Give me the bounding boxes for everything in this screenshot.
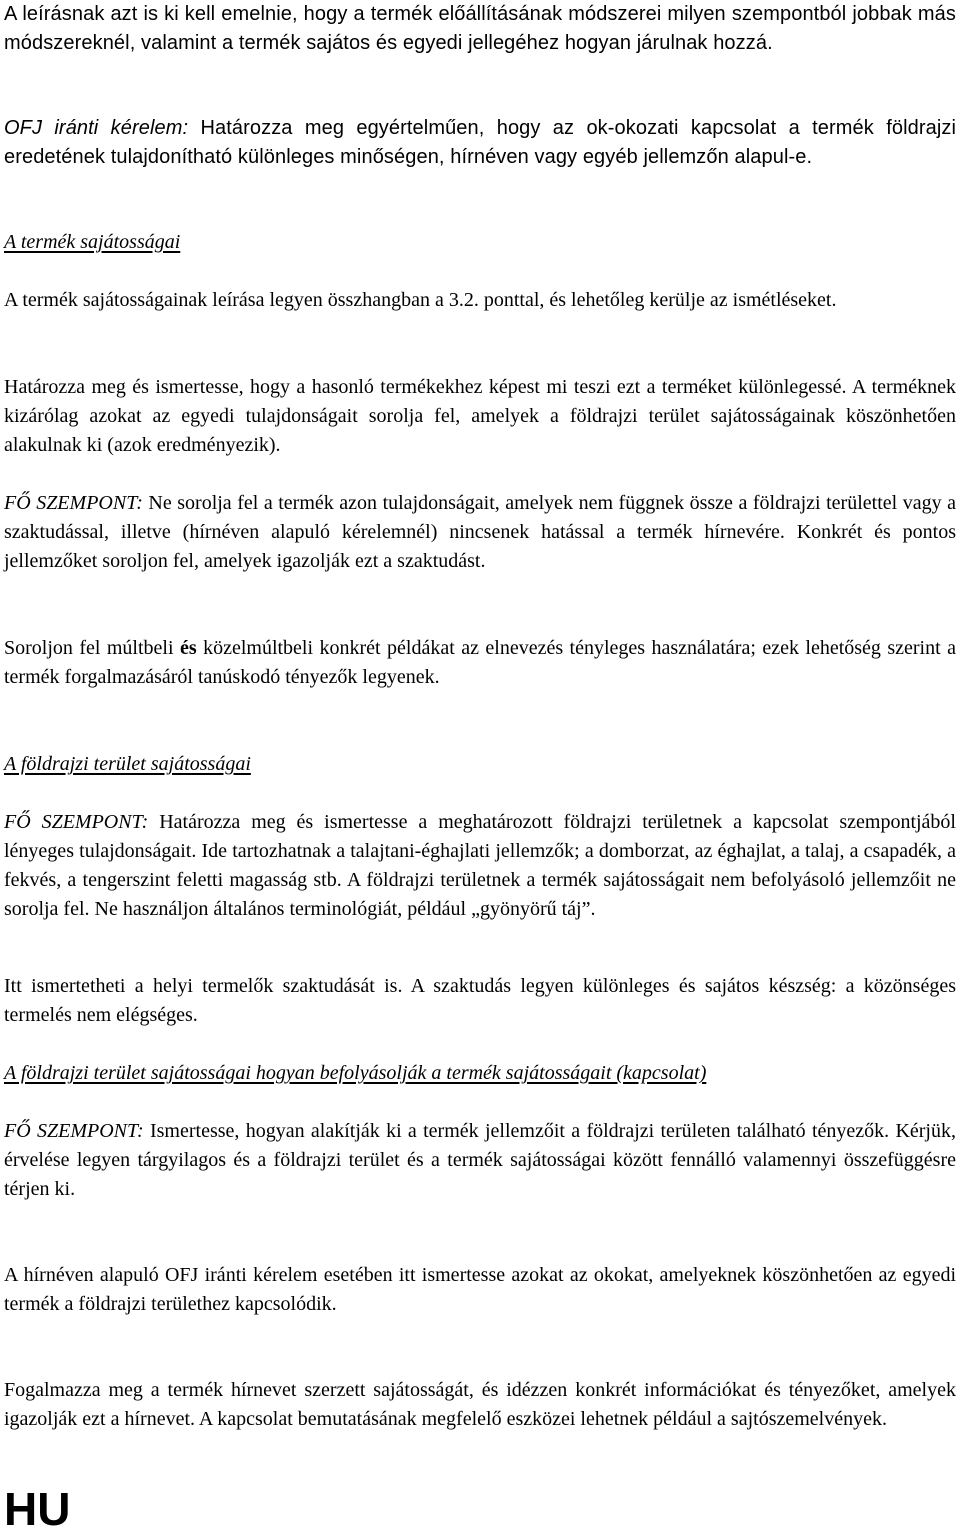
paragraph-method-advantages: A leírásnak azt is ki kell emelnie, hogy a termék előállításának módszerei milyen szempontból jobbak más módszereknél, valamint a termék sajátos és egyedi jellegéhez hogyan járulnak hozzá. [4,3,956,54]
heading-product-characteristics: A termék sajátosságai [4,231,181,253]
main-point-label: FŐ SZEMPONT: [4,1120,144,1142]
heading-geographic-area: A földrajzi terület sajátosságai [4,753,251,775]
main-point-label: FŐ SZEMPONT: [4,492,143,514]
main-point-text: Ne sorolja fel a termék azon tulajdonságait, amelyek nem függnek össze a földrajzi területtel vagy a szaktudással, illetve (hírnéven alapuló kérelemnél) nincsenek hatással a termék hírnevére. Konkrét és pontos jellemzőket soroljon fel, amelyek igazolják ezt a szaktudást. [4,492,957,572]
paragraph-reputation-evidence: Fogalmazza meg a termék hírnevet szerzett sajátosságát, és idézzen konkrét információkat és tényezőket, amelyek igazolják ezt a hírnevet. A kapcsolat bemutatásának megfelelő eszközei lehetnek például a sajtószemelvények. [4,1379,956,1430]
paragraph-ofj-request [4,114,956,172]
usage-examples-text-b: közelmúltbeli konkrét példákat az elnevezés tényleges használatára; ezek lehetőség szerint a termék forgalmazásáról tanúskodó tényezők legyenek. [4,637,956,688]
paragraph-usage-examples [4,634,956,692]
paragraph-consistency: A termék sajátosságainak leírása legyen összhangban a 3.2. ponttal, és lehetőleg kerülje az ismétléseket. [4,289,837,311]
heading-link: A földrajzi terület sajátosságai hogyan befolyásolják a termék sajátosságait (kapcsolat) [4,1062,707,1084]
language-code: HU [4,1483,71,1535]
paragraph-main-point-1 [4,489,956,576]
main-point-label: FŐ SZEMPONT: [4,811,149,833]
usage-examples-bold: és [179,637,197,659]
paragraph-reputation-request: A hírnéven alapuló OFJ iránti kérelem esetében itt ismertesse azokat az okokat, amelyeknek köszönhetően az egyedi termék a földrajzi területhez kapcsolódik. [4,1264,956,1315]
paragraph-specialness: Határozza meg és ismertesse, hogy a hasonló termékekhez képest mi teszi ezt a terméket különlegessé. A terméknek kizárólag azokat az egyedi tulajdonságait sorolja fel, amelyek a földrajzi terület sajátosságainak köszönhetően alakulnak ki (azok eredményezik). [4,376,956,456]
ofj-request-text: Határozza meg egyértelműen, hogy az ok-okozati kapcsolat a termék földrajzi eredetének tulajdonítható különleges minőségen, hírnéven vagy egyéb jellemzőn alapul-e. [4,117,957,168]
paragraph-main-point-2 [4,808,956,924]
paragraph-local-expertise: Itt ismertetheti a helyi termelők szaktudását is. A szaktudás legyen különleges és sajátos készség: a közönséges termelés nem elégséges. [4,975,956,1026]
main-point-text: Ismertesse, hogyan alakítják ki a termék jellemzőit a földrajzi területen található tényezők. Kérjük, érvelése legyen tárgyilagos és a földrajzi terület és a termék sajátosságai között fennálló valamennyi összefüggésre térjen ki. [4,1120,956,1200]
main-point-text: Határozza meg és ismertesse a meghatározott földrajzi területnek a kapcsolat szempontjából lényeges tulajdonságait. Ide tartozhatnak a talajtani-éghajlati jellemzők; a domborzat, az éghajlat, a talaj, a csapadék, a fekvés, a tengerszint feletti magasság stb. A földrajzi területnek a termék sajátosságait nem befolyásoló jellemzőit ne sorolja fel. Ne használjon általános terminológiát, például „gyönyörű táj”. [4,811,956,920]
ofj-request-label: OFJ iránti kérelem: [4,117,189,139]
usage-examples-text-a: Soroljon fel múltbeli [4,637,180,659]
paragraph-main-point-3 [4,1117,956,1204]
